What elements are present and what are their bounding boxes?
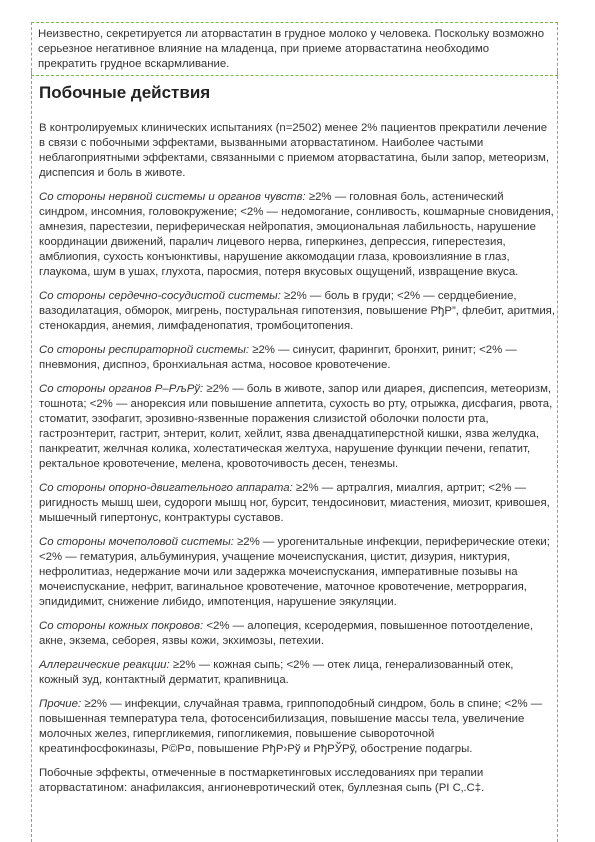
item-label: Со стороны кожных покровов: (39, 620, 204, 632)
item-text: ≥2% — урогенитальные инфекции, периферические отеки; <2% — гематурия, альбуминурия, учащение мочеиспускания, цистит, дизурия, никтурия, нефролитиаз, недержание мочи или задержка мочеиспускания, императивные позывы на мочеиспускание, нефрит, вагинальное кровотечение, маточное кровотечение, метроррагия, эпидидимит, снижение либидо, импотенция, нарушение эякуляции. (39, 536, 550, 608)
item-label: Со стороны мочеполовой системы: (39, 536, 234, 548)
item-label: Со стороны респираторной системы: (39, 344, 250, 356)
item-text: ≥2% — артралгия, миалгия, артрит; <2% — ригидность мышц шеи, судороги мышц ног, бурсит, тендосиновит, миастения, миозит, кривошея, мышечный гипертонус, контрактуры суставов. (39, 482, 550, 524)
side-effects-cardiovascular (39, 289, 555, 334)
item-label: Прочие: (39, 698, 82, 710)
side-effects-other (39, 697, 555, 757)
side-effects-skin (39, 619, 555, 649)
item-label: Со стороны органов Р–РљРў: (39, 383, 204, 395)
intro-paragraph: В контролируемых клинических испытаниях (n=2502) менее 2% пациентов прекратили лечение в связи с побочными эффектами, вызванными аторвастатином. Наиболее частыми неблагоприятными эффектами, связанными с приемом аторвастатина, были запор, метеоризм, диспепсия и боль в животе. (39, 122, 550, 179)
item-text: <2% — алопеция, ксеродермия, повышенное потоотделение, акне, экзема, себорея, язвы кожи, экхимозы, петехии. (39, 620, 534, 647)
item-text: ≥2% — инфекции, случайная травма, гриппоподобный синдром, боль в спине; <2% — повышенная температура тела, фотосенсибилизация, повышение массы тела, увеличение молочных желез, гипергликемия, гипогликемия, повышение сывороточной креатинфосфокиназы, Р©Р¤, повышение РђР›Рў и РђРЎРў, обострение подагры. (39, 698, 543, 755)
side-effects-respiratory (39, 343, 555, 373)
side-effects-allergic (39, 658, 555, 688)
item-label: Со стороны опорно-двигательного аппарата: (39, 482, 293, 494)
lactation-notice-text: Неизвестно, секретируется ли аторвастатин в грудное молоко у человека. Поскольку возможно серьезное негативное влияние на младенца, при приеме аторвастатина необходимо прекратить грудное вскармливание. (38, 28, 545, 70)
item-text: ≥2% — боль в животе, запор или диарея, диспепсия, метеоризм, тошнота; <2% — анорексия или повышение аппетита, сухость во рту, отрыжка, дисфагия, рвота, стоматит, эзофагит, эрозивно-язвенные поражения слизистой оболочки полости рта, гастроэнтерит, гастрит, энтерит, колит, хейлит, язва двенадцатиперстной кишки, язва желудка, панкреатит, желчная колика, холестатическая желтуха, нарушение функции печени, гепатит, ректальное кровотечение, мелена, кровоточивость десен, тенезмы. (39, 383, 553, 470)
side-effects-musculoskeletal (39, 481, 555, 526)
postmarketing-paragraph: Побочные эффекты, отмеченные в постмаркетинговых исследованиях при терапии аторвастатином: анафилаксия, ангионевротический отек, буллезная сыпь (РІ С‚.С‡. (39, 767, 485, 794)
item-label: Со стороны сердечно-сосудистой системы: (39, 290, 281, 302)
side-effects-nervous-system (39, 190, 555, 280)
right-border-rule (557, 71, 559, 842)
lactation-notice-box (31, 22, 558, 76)
item-text: ≥2% — кожная сыпь; <2% — отек лица, генерализованный отек, кожный зуд, контактный дерматит, крапивница. (39, 659, 514, 686)
item-text: ≥2% — боль в груди; <2% — сердцебиение, вазодилатация, обморок, мигрень, постуральная гипотензия, повышение РђР”, флебит, аритмия, стенокардия, анемия, лимфаденопатия, тромбоцитопения. (39, 290, 556, 332)
item-text: ≥2% — головная боль, астенический синдром, инсомния, головокружение; <2% — недомогание, сонливость, кошмарные сновидения, амнезия, парестезии, периферическая нейропатия, эмоциональная лабильность, нарушение координации движений, паралич лицевого нерва, гиперкинез, депрессия, гиперестезия, амблиопия, сухость конъюнктивы, нарушение аккомодации глаза, кровоизлияние в глаз, глаукома, шум в ушах, глухота, паросмия, потеря вкусовых ощущений, извращение вкуса. (39, 191, 554, 278)
item-label: Аллергические реакции: (39, 659, 170, 671)
section-heading: Побочные действия (39, 83, 211, 102)
item-text: ≥2% — синусит, фарингит, бронхит, ринит; <2% — пневмония, диспноэ, бронхиальная астма, носовое кровотечение. (39, 344, 517, 371)
side-effects-gastrointestinal (39, 382, 555, 472)
left-border-rule (31, 71, 33, 842)
section-body (39, 121, 555, 805)
side-effects-genitourinary (39, 535, 555, 610)
item-label: Со стороны нервной системы и органов чувств: (39, 191, 306, 203)
